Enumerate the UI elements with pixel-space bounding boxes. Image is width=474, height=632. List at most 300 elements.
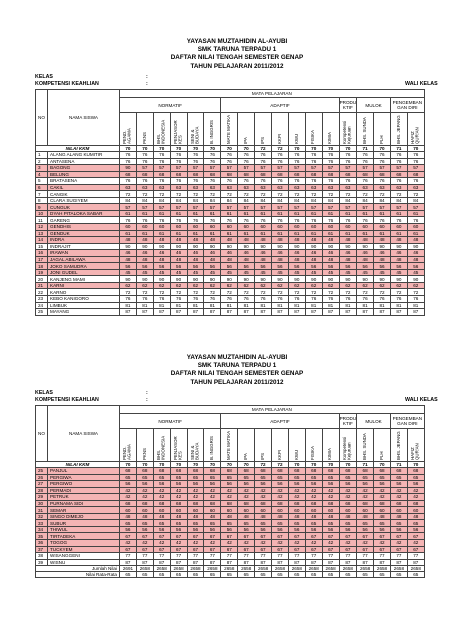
student-name: SINGO DIMEJO [48, 513, 120, 520]
grade-cell: 61 [153, 210, 170, 217]
grade-cell: 61 [407, 230, 424, 237]
student-number: 32 [36, 513, 48, 520]
kkm-value: 72 [255, 462, 272, 468]
grade-cell: 45 [407, 269, 424, 276]
grade-cell: 72 [390, 191, 407, 198]
subject-header [305, 113, 322, 146]
grade-cell: 48 [153, 513, 170, 520]
grade-cell: 57 [407, 204, 424, 211]
grade-cell: 48 [305, 256, 322, 263]
student-name: ALANG ALANG KUMITIR [48, 152, 120, 159]
subject-header [288, 113, 305, 146]
grade-cell: 90 [272, 276, 289, 283]
grade-cell: 76 [407, 217, 424, 224]
subject-label: Kompetensi Kejuruan [342, 436, 352, 460]
grade-cell: 61 [238, 230, 255, 237]
student-name: PURNAMA SIDI [48, 500, 120, 507]
grade-cell: 65 [288, 474, 305, 481]
grade-cell: 87 [305, 309, 322, 316]
kompetensi-colon: : [146, 397, 148, 403]
kelas-label: KELAS [35, 390, 53, 396]
grade-cell: 76 [153, 178, 170, 185]
grade-cell: 60 [357, 507, 374, 514]
grade-cell: 60 [153, 507, 170, 514]
summary-value: 65 [272, 572, 289, 578]
grade-cell: 56 [255, 526, 272, 533]
grade-cell: 42 [407, 487, 424, 494]
subject-group-header: PENGEMBAN GAN DIRI [390, 98, 424, 113]
grade-cell: 65 [322, 520, 339, 527]
student-number: 7 [36, 191, 48, 198]
grade-cell: 48 [374, 513, 391, 520]
kelas-colon: : [146, 390, 148, 396]
kkm-value: 70 [204, 462, 221, 468]
grade-cell: 57 [170, 165, 187, 172]
grade-cell: 81 [272, 302, 289, 309]
summary-value: 65 [255, 572, 272, 578]
grade-cell: 65 [136, 474, 153, 481]
grade-cell: 56 [322, 526, 339, 533]
subject-label: PLH [378, 134, 384, 144]
report-title-line: TAHUN PELAJARAN 2011/2012 [190, 62, 284, 70]
grade-cell: 48 [407, 256, 424, 263]
grade-cell: 76 [322, 178, 339, 185]
student-number: 29 [36, 494, 48, 501]
grade-cell: 48 [136, 237, 153, 244]
grade-cell: 42 [238, 487, 255, 494]
subject-header [339, 429, 357, 462]
grade-cell: 67 [272, 546, 289, 553]
grade-cell: 90 [204, 243, 221, 250]
kkm-value: 71 [390, 462, 407, 468]
grade-cell: 61 [288, 210, 305, 217]
student-name: KARNI [48, 282, 120, 289]
grade-cell: 68 [322, 468, 339, 475]
grade-cell: 42 [322, 487, 339, 494]
grade-cell: 72 [288, 289, 305, 296]
grade-cell: 46 [390, 250, 407, 257]
grade-cell: 67 [120, 533, 137, 540]
grade-cell: 68 [339, 171, 357, 178]
grade-cell: 76 [153, 296, 170, 303]
grade-cell: 76 [120, 217, 137, 224]
subject-group-header: ADAPTIF [221, 98, 339, 113]
grade-cell: 61 [120, 230, 137, 237]
grade-cell: 68 [221, 500, 238, 507]
grade-cell: 76 [255, 158, 272, 165]
grade-cell: 65 [136, 520, 153, 527]
subject-group-header: ADAPTIF [221, 414, 339, 429]
grade-cell: 48 [357, 513, 374, 520]
student-name: WISANGGENI [48, 553, 120, 560]
grade-cell: 67 [170, 546, 187, 553]
grade-cell: 76 [187, 217, 204, 224]
grade-cell: 48 [136, 256, 153, 263]
grade-cell: 87 [136, 309, 153, 316]
grade-cell: 76 [255, 296, 272, 303]
grade-cell: 87 [238, 559, 255, 566]
grade-cell: 72 [120, 289, 137, 296]
grade-cell: 67 [136, 546, 153, 553]
subject-header [221, 429, 238, 462]
grade-cell: 63 [136, 184, 153, 191]
grade-cell: 77 [187, 553, 204, 560]
grade-cell: 65 [170, 474, 187, 481]
grade-cell: 57 [255, 204, 272, 211]
grade-cell: 76 [136, 217, 153, 224]
subject-label: SENI & BUDAYA [189, 126, 200, 144]
grade-cell: 67 [255, 546, 272, 553]
grade-cell: 65 [374, 520, 391, 527]
student-number: 25 [36, 468, 48, 475]
summary-value: 2658 [136, 566, 153, 572]
grade-cell: 87 [407, 559, 424, 566]
student-number: 38 [36, 553, 48, 560]
grade-cell: 65 [357, 520, 374, 527]
grade-cell: 84 [374, 197, 391, 204]
grade-cell: 65 [288, 520, 305, 527]
grade-cell: 68 [221, 468, 238, 475]
grade-cell: 81 [357, 302, 374, 309]
grade-cell: 81 [204, 302, 221, 309]
student-number: 17 [36, 256, 48, 263]
subject-label: MATE MATIKA [225, 114, 231, 144]
grade-cell: 61 [170, 210, 187, 217]
subject-group-header: NORMATIF [120, 414, 221, 429]
student-name: PANJUL [48, 468, 120, 475]
grade-cell: 87 [305, 559, 322, 566]
grade-cell: 48 [374, 237, 391, 244]
grade-cell: 84 [221, 197, 238, 204]
grade-cell: 61 [272, 210, 289, 217]
kompetensi-label: KOMPETENSI KEAHLIAN [35, 397, 99, 403]
grade-cell: 48 [255, 256, 272, 263]
grade-cell: 63 [204, 184, 221, 191]
student-row [36, 309, 425, 316]
grade-cell: 68 [407, 171, 424, 178]
grade-cell: 60 [238, 507, 255, 514]
grade-cell: 57 [153, 165, 170, 172]
wali-kelas-label: WALI KELAS [405, 397, 438, 403]
grade-cell: 90 [120, 165, 137, 172]
grade-cell: 65 [170, 520, 187, 527]
grade-cell: 72 [288, 191, 305, 198]
grade-cell: 76 [305, 296, 322, 303]
grade-cell: 61 [187, 210, 204, 217]
grade-cell: 42 [221, 494, 238, 501]
grade-cell: 45 [357, 269, 374, 276]
student-name: KARNO [48, 289, 120, 296]
kkm-value: 70 [305, 462, 322, 468]
grade-cell: 68 [187, 468, 204, 475]
grade-cell: 61 [221, 230, 238, 237]
grade-cell: 76 [170, 217, 187, 224]
summary-row [36, 566, 425, 572]
student-number: 24 [36, 302, 48, 309]
subject-label: BHS. INDONESIA [156, 119, 166, 144]
kkm-value: 70 [153, 146, 170, 152]
grade-cell: 68 [390, 468, 407, 475]
grade-cell: 56 [288, 526, 305, 533]
grade-cell: 48 [170, 237, 187, 244]
grade-cell: 90 [390, 276, 407, 283]
grade-cell: 45 [390, 269, 407, 276]
grade-cell: 61 [322, 230, 339, 237]
grade-cell: 72 [204, 289, 221, 296]
grade-cell: 68 [305, 500, 322, 507]
grade-cell: 72 [238, 289, 255, 296]
grade-cell: 67 [374, 546, 391, 553]
grade-cell: 90 [187, 276, 204, 283]
grade-cell: 62 [288, 282, 305, 289]
grade-cell: 77 [339, 553, 357, 560]
subject-header [390, 113, 407, 146]
grade-cell: 60 [288, 224, 305, 231]
subject-label: FISIKA [310, 445, 316, 460]
grade-cell: 90 [136, 276, 153, 283]
grade-cell: 72 [238, 191, 255, 198]
grade-cell: 48 [322, 237, 339, 244]
grade-cell: 56 [221, 526, 238, 533]
grade-cell: 81 [374, 302, 391, 309]
grade-cell: 42 [390, 540, 407, 547]
grade-cell: 90 [407, 243, 424, 250]
grade-cell: 42 [187, 540, 204, 547]
grade-cell: 76 [322, 158, 339, 165]
grade-cell: 90 [255, 276, 272, 283]
grade-cell: 68 [357, 171, 374, 178]
grade-cell: 72 [153, 289, 170, 296]
kkm-value: 70 [339, 146, 357, 152]
grade-cell: 67 [305, 546, 322, 553]
grade-cell: 67 [204, 546, 221, 553]
grade-cell: 48 [357, 256, 374, 263]
grade-cell: 67 [357, 533, 374, 540]
student-name: KANJENG MAMI [48, 276, 120, 283]
student-name: PERMADI [48, 487, 120, 494]
grade-cell: 68 [357, 500, 374, 507]
grade-cell: 56 [339, 526, 357, 533]
grade-cell: 56 [305, 263, 322, 270]
subject-header [390, 429, 407, 462]
student-row [36, 210, 425, 217]
grade-cell: 56 [357, 526, 374, 533]
student-name: BRATASENA [48, 178, 120, 185]
grade-cell: 61 [255, 230, 272, 237]
grade-cell: 68 [390, 171, 407, 178]
grade-cell: 72 [357, 289, 374, 296]
grade-cell: 90 [221, 243, 238, 250]
grade-cell: 56 [187, 481, 204, 488]
grade-cell: 62 [120, 282, 137, 289]
grade-cell: 67 [153, 533, 170, 540]
grade-cell: 57 [305, 204, 322, 211]
grade-cell: 62 [204, 282, 221, 289]
grade-cell: 48 [288, 256, 305, 263]
student-number: 33 [36, 520, 48, 527]
report-title-line: TAHUN PELAJARAN 2011/2012 [190, 378, 284, 386]
grade-cell: 48 [238, 513, 255, 520]
grade-cell: 57 [238, 165, 255, 172]
student-number: 39 [36, 559, 48, 566]
summary-value: 2658 [238, 566, 255, 572]
grade-cell: 65 [339, 474, 357, 481]
subject-header [357, 429, 374, 462]
grade-cell: 68 [136, 468, 153, 475]
subject-label: PKNS [141, 447, 147, 460]
grade-cell: 76 [204, 296, 221, 303]
grade-cell: 90 [221, 276, 238, 283]
grade-cell: 84 [288, 197, 305, 204]
grade-cell: 46 [120, 250, 137, 257]
grade-cell: 72 [187, 289, 204, 296]
student-number: 1 [36, 152, 48, 159]
grade-cell: 76 [357, 152, 374, 159]
grade-cell: 48 [221, 237, 238, 244]
grade-cell: 48 [120, 256, 137, 263]
grade-cell: 61 [272, 230, 289, 237]
grade-cell: 42 [187, 487, 204, 494]
grade-cell: 46 [136, 250, 153, 257]
grade-cell: 65 [322, 474, 339, 481]
grade-cell: 76 [339, 158, 357, 165]
grade-cell: 60 [204, 224, 221, 231]
grade-cell: 65 [390, 520, 407, 527]
grade-cell: 60 [357, 224, 374, 231]
grade-cell: 45 [272, 269, 289, 276]
grade-cell: 56 [187, 263, 204, 270]
grade-cell: 67 [288, 533, 305, 540]
grade-cell: 57 [374, 165, 391, 172]
grade-cell: 76 [204, 158, 221, 165]
grade-cell: 72 [272, 289, 289, 296]
kkm-value: 70 [187, 462, 204, 468]
student-number: 23 [36, 296, 48, 303]
subject-label: SENI & BUDAYA [189, 442, 200, 460]
grade-cell: 62 [305, 282, 322, 289]
grade-cell: 76 [390, 152, 407, 159]
grade-cell: 45 [238, 269, 255, 276]
kkm-value: 70 [374, 462, 391, 468]
kkm-value: 72 [255, 146, 272, 152]
grade-cell: 60 [153, 224, 170, 231]
grade-cell: 57 [288, 204, 305, 211]
kkm-value: 70 [407, 146, 424, 152]
subject-label: Kompetensi Kejuruan [342, 120, 352, 144]
grade-cell: 76 [136, 152, 153, 159]
grade-cell: 48 [272, 237, 289, 244]
grade-cell: 67 [339, 546, 357, 553]
grade-cell: 65 [374, 474, 391, 481]
student-name: DYAH PITALOKA SABAR [48, 210, 120, 217]
grade-cell: 76 [187, 296, 204, 303]
grade-cell: 63 [288, 184, 305, 191]
grade-cell: 81 [288, 302, 305, 309]
grade-cell: 76 [255, 178, 272, 185]
grade-cell: 72 [322, 289, 339, 296]
grade-cell: 87 [170, 309, 187, 316]
grade-cell: 76 [322, 152, 339, 159]
student-name: CAKIL [48, 184, 120, 191]
grade-cell: 48 [255, 237, 272, 244]
grade-cell: 76 [374, 178, 391, 185]
grade-cell: 65 [255, 474, 272, 481]
subject-label: FISIKA [310, 129, 316, 144]
grade-cell: 72 [170, 289, 187, 296]
grade-cell: 68 [407, 468, 424, 475]
grade-cell: 87 [238, 309, 255, 316]
kkm-value: 70 [170, 146, 187, 152]
grade-cell: 46 [204, 250, 221, 257]
grade-cell: 76 [120, 296, 137, 303]
grade-cell: 45 [374, 269, 391, 276]
grade-cell: 60 [272, 507, 289, 514]
grade-cell: 46 [322, 250, 339, 257]
student-number: 21 [36, 282, 48, 289]
grade-cell: 76 [339, 178, 357, 185]
student-number: 30 [36, 500, 48, 507]
student-number: 13 [36, 230, 48, 237]
grade-cell: 42 [204, 540, 221, 547]
grade-cell: 48 [272, 256, 289, 263]
grade-cell: 56 [255, 481, 272, 488]
grade-cell: 57 [187, 204, 204, 211]
grade-cell: 90 [238, 276, 255, 283]
grade-cell: 48 [288, 513, 305, 520]
grade-cell: 72 [272, 191, 289, 198]
grade-cell: 61 [305, 210, 322, 217]
grade-cell: 61 [357, 210, 374, 217]
grade-cell: 87 [339, 559, 357, 566]
grade-cell: 42 [120, 494, 137, 501]
grade-cell: 77 [255, 553, 272, 560]
grade-cell: 68 [238, 171, 255, 178]
grade-cell: 68 [153, 171, 170, 178]
grade-cell: 56 [153, 526, 170, 533]
student-name: TOGOG [48, 540, 120, 547]
grade-cell: 87 [204, 559, 221, 566]
grade-cell: 63 [407, 184, 424, 191]
grade-cell: 42 [238, 540, 255, 547]
grade-cell: 56 [136, 263, 153, 270]
grade-cell: 87 [374, 559, 391, 566]
grade-cell: 57 [255, 165, 272, 172]
grade-cell: 84 [238, 197, 255, 204]
grade-cell: 63 [238, 184, 255, 191]
grade-cell: 57 [390, 204, 407, 211]
grade-cell: 87 [187, 309, 204, 316]
grade-cell: 87 [357, 559, 374, 566]
grade-cell: 65 [153, 474, 170, 481]
grade-cell: 57 [390, 165, 407, 172]
grade-cell: 62 [221, 282, 238, 289]
grade-cell: 48 [339, 237, 357, 244]
student-name: GENDHIS [48, 224, 120, 231]
grade-cell: 60 [170, 224, 187, 231]
grade-cell: 48 [153, 256, 170, 263]
grade-cell: 76 [153, 152, 170, 159]
student-name: MAYANG [48, 309, 120, 316]
grade-cell: 68 [357, 468, 374, 475]
grade-cell: 67 [357, 546, 374, 553]
grade-cell: 42 [136, 494, 153, 501]
grade-cell: 90 [339, 243, 357, 250]
grade-cell: 76 [288, 296, 305, 303]
student-name: PERGIWO [48, 481, 120, 488]
grade-cell: 72 [374, 191, 391, 198]
grade-cell: 76 [187, 178, 204, 185]
grade-cell: 67 [136, 533, 153, 540]
